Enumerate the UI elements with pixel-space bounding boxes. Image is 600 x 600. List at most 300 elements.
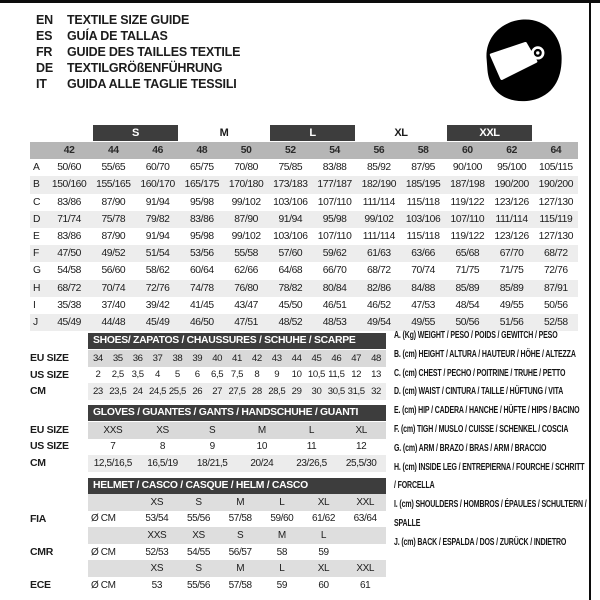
measure-value: 64/68 [278, 265, 303, 277]
shoes-cm-value: 30,5 [327, 385, 345, 397]
helmet-size: S [195, 496, 202, 508]
measure-value: 72/76 [145, 282, 170, 294]
measure-value: 111/114 [362, 231, 395, 243]
measure-row [30, 262, 578, 279]
measure-letter: G [33, 265, 41, 277]
helmet-size: M [277, 529, 286, 541]
shoes-eu-size: 35 [112, 352, 123, 364]
measure-value: 49/54 [366, 316, 391, 328]
gloves-us-size: 10 [256, 441, 267, 453]
size-column-header: 60 [462, 145, 473, 157]
measure-row [30, 211, 578, 228]
measure-value: 165/175 [184, 179, 220, 191]
shoes-eu-size: 37 [152, 352, 163, 364]
gloves-cm-value: 20/24 [250, 457, 274, 469]
language-row [36, 44, 240, 60]
measure-value: 48/54 [455, 299, 480, 311]
measure-value: 185/195 [405, 179, 441, 191]
size-group-row [30, 124, 578, 142]
shoes-eu-size: 39 [192, 352, 203, 364]
measure-letter: F [33, 248, 39, 260]
measure-value: 107/110 [450, 213, 485, 225]
shoes-cm-value: 28,5 [268, 385, 286, 397]
measure-value: 85/89 [455, 282, 480, 294]
size-column-header: 44 [108, 145, 119, 157]
measure-value: 65/68 [455, 248, 480, 260]
measure-value: 39/42 [145, 299, 170, 311]
shoes-eu-size: 43 [271, 352, 282, 364]
shoes-us-row [88, 367, 386, 384]
measure-value: 190/200 [538, 179, 574, 191]
helmet-size-row [88, 494, 386, 511]
helmet-value: 58 [276, 546, 287, 558]
legend-item: C. (cm) CHEST / PECHO / POITRINE / TRUHE / PETTO [394, 367, 566, 379]
top-border-line [0, 0, 600, 3]
measure-value: 78/82 [278, 282, 303, 294]
measure-value: 91/94 [145, 231, 170, 243]
gloves-eu-size: XL [355, 424, 367, 436]
measure-value: 107/110 [317, 196, 352, 208]
measure-value: 60/70 [145, 162, 170, 174]
measure-value: 87/90 [101, 196, 126, 208]
measure-value: 75/78 [101, 213, 126, 225]
gloves-cm-label: CM [30, 457, 46, 469]
helmet-size-table [88, 494, 386, 594]
gloves-cm-value: 18/21,5 [196, 457, 228, 469]
measure-value: 105/115 [539, 162, 573, 174]
measure-letter: E [33, 231, 40, 243]
shoes-eu-size: 44 [291, 352, 302, 364]
helmet-value: 63/64 [353, 513, 377, 525]
size-column-header: 62 [506, 145, 517, 157]
measure-value: 190/200 [494, 179, 529, 191]
gloves-eu-size-label: EU SIZE [30, 424, 69, 436]
size-column-header: 64 [550, 145, 562, 157]
helmet-cmr-label: CMR [30, 546, 54, 558]
measure-value: 127/130 [538, 196, 574, 208]
helmet-value: 57/58 [228, 579, 252, 591]
measure-value: 75/85 [278, 162, 303, 174]
shoes-us-size: 5 [174, 369, 180, 381]
shoes-eu-size: 38 [172, 352, 183, 364]
helmet-size: M [236, 563, 245, 575]
gloves-us-size-label: US SIZE [30, 440, 69, 452]
measure-value: 57/60 [278, 248, 303, 260]
shoes-eu-row [88, 350, 386, 367]
measure-value: 160/170 [140, 179, 175, 191]
shoes-cm-label: CM [30, 385, 46, 397]
measure-value: 59/62 [322, 248, 347, 260]
measure-value: 85/89 [499, 282, 524, 294]
gloves-us-size: 9 [209, 441, 215, 453]
shoes-cm-value: 23 [92, 385, 103, 397]
legend-item: E. (cm) HIP / CADERA / HANCHE / HÜFTE / HIPS / BACINO [394, 405, 580, 417]
measure-letter: J [33, 316, 38, 328]
measure-value: 91/94 [145, 196, 170, 208]
language-code: FR [36, 45, 53, 59]
language-code: EN [36, 13, 53, 27]
measure-value: 83/86 [57, 231, 82, 243]
size-column-header: 58 [417, 145, 429, 157]
helmet-size: XL [317, 563, 330, 575]
helmet-size: XXL [356, 496, 375, 508]
shoes-eu-size: 34 [92, 352, 103, 364]
measure-value: 111/114 [495, 213, 528, 225]
measure-letter: I [33, 299, 36, 311]
helmet-value: 54/55 [186, 546, 210, 558]
measure-value: 87/91 [543, 282, 568, 294]
legend-item: G. (cm) ARM / BRAZO / BRAS / ARM / BRACCIO [394, 442, 547, 454]
language-title: GUIDE DES TAILLES TEXTILE [67, 45, 241, 59]
measure-value: 72/76 [543, 265, 568, 277]
measure-value: 68/72 [366, 265, 391, 277]
shoes-eu-size: 40 [212, 352, 223, 364]
measure-value: 177/187 [317, 179, 352, 191]
shoes-eu-size: 48 [371, 352, 381, 364]
legend-item: A. (Kg) WEIGHT / PESO / POIDS / GEWITCH / PESO [394, 330, 558, 341]
shoes-cm-value: 26 [192, 385, 203, 397]
measure-row [30, 159, 578, 176]
gloves-eu-size: XS [156, 424, 169, 436]
shoes-eu-size: 36 [132, 352, 143, 364]
measure-value: 111/114 [362, 196, 395, 208]
shoes-us-size: 12 [351, 369, 362, 381]
helmet-value: 59 [276, 579, 287, 591]
helmet-unit: Ø CM [91, 579, 116, 591]
helmet-fia-label: FIA [30, 513, 47, 525]
shoes-cm-value: 24,5 [148, 385, 167, 397]
measure-value: 45/49 [57, 316, 82, 328]
helmet-value: 59 [318, 546, 329, 558]
size-group-xxl: XXL [447, 125, 532, 141]
measure-value: 68/72 [57, 282, 82, 294]
measure-value: 52/58 [543, 316, 568, 328]
measure-value: 63/66 [411, 248, 436, 260]
shoes-us-size: 3,5 [131, 369, 144, 381]
measure-value: 76/80 [234, 282, 259, 294]
measure-value: 83/86 [57, 196, 82, 208]
language-title: TEXTILE SIZE GUIDE [67, 13, 190, 27]
measure-letter: H [33, 282, 41, 294]
shoes-cm-value: 27,5 [228, 385, 246, 397]
legend-item: I. (cm) SHOULDERS / HOMBROS / ÉPAULES / SCHULTERN / SPALLE [394, 499, 587, 529]
measure-value: 49/52 [101, 248, 126, 260]
shoes-us-size: 8 [254, 369, 260, 381]
gloves-us-size: 11 [306, 441, 317, 453]
language-code: ES [36, 29, 53, 43]
helmet-value: 55/56 [186, 513, 210, 525]
gloves-us-size: 8 [159, 441, 166, 453]
measure-value: 90/100 [452, 162, 482, 174]
shoes-table-title: SHOES/ ZAPATOS / CHAUSSURES / SCHUHE / SCARPE [88, 333, 386, 349]
measure-value: 66/70 [322, 265, 347, 277]
measure-value: 87/95 [411, 162, 436, 174]
shoes-cm-value: 30 [311, 385, 322, 397]
measure-value: 45/49 [145, 316, 170, 328]
helmet-table-title: HELMET / CASCO / CASQUE / HELM / CASCO [88, 478, 386, 494]
size-column-header: 52 [285, 145, 296, 157]
measure-value: 37/40 [101, 299, 126, 311]
gloves-cm-value: 25,5/30 [345, 457, 377, 469]
helmet-value-row [88, 511, 386, 528]
shoes-cm-value: 28 [251, 385, 262, 397]
measure-value: 95/98 [189, 196, 214, 208]
measure-value: 95/100 [497, 162, 527, 174]
measure-value: 67/70 [499, 248, 524, 260]
helmet-size: M [236, 496, 245, 508]
helmet-value: 60 [318, 579, 329, 591]
helmet-size: XXL [356, 563, 375, 575]
helmet-value: 57/58 [228, 513, 252, 525]
measure-value: 103/106 [273, 196, 308, 208]
helmet-size: S [237, 529, 244, 541]
gloves-eu-size: M [257, 424, 266, 436]
measure-value: 44/48 [101, 316, 126, 328]
gloves-cm-value: 23/26,5 [296, 457, 327, 469]
measure-value: 150/160 [51, 179, 87, 191]
textile-size-table [30, 124, 578, 331]
shoes-us-size: 6 [194, 369, 200, 381]
measure-value: 48/53 [322, 316, 347, 328]
measure-value: 55/65 [101, 162, 126, 174]
gloves-table-title: GLOVES / GUANTES / GANTS / HANDSCHUHE / GUANTI [88, 405, 386, 421]
shoes-us-size: 10,5 [307, 369, 325, 381]
measure-value: 91/94 [278, 213, 303, 225]
size-group-xl: XL [394, 127, 408, 139]
shoes-eu-size: 46 [331, 352, 342, 364]
shoes-cm-value: 25,5 [168, 385, 186, 397]
shoes-us-size: 4 [155, 369, 160, 381]
gloves-cm-row [88, 455, 386, 472]
measure-value: 56/60 [101, 265, 126, 277]
language-code: DE [36, 61, 53, 75]
size-column-header: 42 [63, 145, 75, 157]
measure-value: 41/45 [189, 299, 214, 311]
size-column-header: 54 [329, 145, 340, 157]
language-title: GUÍA DE TALLAS [67, 29, 168, 43]
helmet-size: XS [150, 496, 164, 508]
measure-value: 55/58 [234, 248, 259, 260]
language-title: TEXTILGRÖßENFÜHRUNG [67, 61, 223, 75]
measure-row [30, 228, 578, 245]
shoes-eu-size: 45 [311, 352, 322, 364]
shoes-eu-size-label: EU SIZE [30, 352, 69, 364]
legend-item: F. (cm) TIGH / MUSLO / CUISSE / SCHENKEL / COSCIA [394, 423, 569, 435]
measure-value: 70/74 [411, 265, 436, 277]
measure-value: 68/72 [543, 248, 568, 260]
helmet-ece-label: ECE [30, 579, 51, 591]
measure-value: 119/122 [450, 196, 485, 208]
measure-value: 85/92 [366, 162, 391, 174]
gloves-us-row [88, 439, 386, 456]
legend-item: H. (cm) INSIDE LEG / ENTREPIERNA / FOURCHE / SCHRITT / FORCELLA [394, 461, 585, 492]
helmet-value-row [88, 544, 386, 561]
measure-value: 70/74 [101, 282, 126, 294]
shoes-us-size: 10 [291, 369, 302, 381]
measure-value: 182/190 [361, 179, 397, 191]
shoes-cm-value: 32 [371, 385, 381, 397]
size-column-header: 50 [240, 145, 252, 157]
measure-row [30, 245, 578, 262]
measure-letter: C [33, 196, 41, 208]
measure-value: 46/51 [322, 299, 347, 311]
measure-row [30, 280, 578, 297]
size-group-l: L [270, 125, 355, 141]
measure-value: 60/64 [189, 265, 214, 277]
helmet-value: 53 [151, 579, 162, 591]
measure-value: 119/122 [450, 231, 485, 243]
right-border-line [589, 0, 591, 600]
measure-value: 58/62 [145, 265, 170, 277]
helmet-size: L [320, 529, 327, 541]
size-column-header: 48 [196, 145, 208, 157]
measure-row [30, 194, 578, 211]
measure-value: 47/50 [57, 248, 82, 260]
helmet-size: XS [150, 563, 164, 575]
measure-value: 48/52 [278, 316, 303, 328]
helmet-value: 53/54 [145, 513, 169, 525]
helmet-value: 61 [360, 579, 371, 591]
measure-value: 53/56 [189, 248, 214, 260]
size-column-header: 56 [373, 145, 385, 157]
language-code: IT [36, 77, 47, 91]
legend-item: D. (cm) WAIST / CINTURA / TAILLE / HÜFTUNG / VITA [394, 386, 564, 398]
gloves-eu-size: L [308, 424, 315, 436]
measure-value: 123/126 [494, 196, 529, 208]
measure-value: 115/118 [406, 196, 440, 208]
gloves-cm-value: 16,5/19 [147, 457, 178, 469]
helmet-value: 52/53 [145, 546, 169, 558]
language-row [36, 76, 240, 92]
measure-value: 51/56 [499, 316, 524, 328]
measure-value: 170/180 [228, 179, 264, 191]
measure-value: 82/86 [366, 282, 391, 294]
measure-value: 62/66 [234, 265, 259, 277]
measure-value: 95/98 [322, 213, 347, 225]
measure-value: 173/183 [273, 179, 308, 191]
shoes-cm-row [88, 383, 386, 400]
gloves-eu-row [88, 422, 386, 439]
measure-value: 43/47 [234, 299, 259, 311]
measure-value: 51/54 [145, 248, 170, 260]
shoes-us-size: 7,5 [230, 369, 244, 381]
measure-value: 50/56 [455, 316, 480, 328]
shoes-eu-size: 41 [232, 352, 242, 364]
measure-value: 103/106 [273, 231, 308, 243]
helmet-size: L [279, 496, 285, 508]
measure-value: 35/38 [57, 299, 82, 311]
measure-value: 47/53 [411, 299, 436, 311]
shoes-cm-value: 24 [132, 385, 143, 397]
measure-value: 50/60 [57, 162, 82, 174]
measure-value: 95/98 [189, 231, 214, 243]
shoes-cm-value: 23,5 [109, 385, 127, 397]
measure-value: 87/90 [234, 213, 259, 225]
helmet-value: 59/60 [270, 513, 294, 525]
measure-row [30, 176, 578, 193]
measure-value: 45/50 [278, 299, 303, 311]
helmet-icon [477, 13, 572, 108]
measure-value: 47/51 [234, 316, 259, 328]
shoes-cm-value: 27 [212, 385, 223, 397]
helmet-value: 55/56 [186, 579, 210, 591]
measure-value: 65/75 [189, 162, 214, 174]
measure-value: 49/55 [499, 299, 524, 311]
language-row [36, 28, 240, 44]
helmet-size-row [88, 527, 386, 544]
helmet-value: 56/57 [228, 546, 252, 558]
shoes-us-size: 2,5 [111, 369, 124, 381]
measure-value: 83/86 [189, 213, 214, 225]
measurement-legend [394, 327, 588, 553]
measure-value: 127/130 [538, 231, 574, 243]
gloves-eu-size: XXS [103, 424, 123, 436]
measure-value: 54/58 [57, 265, 82, 277]
measure-value: 115/119 [539, 213, 573, 225]
measure-value: 84/88 [411, 282, 436, 294]
shoes-eu-size: 47 [351, 352, 362, 364]
measure-letter: B [33, 179, 40, 191]
measure-value: 80/84 [322, 282, 347, 294]
measure-value: 49/55 [411, 316, 436, 328]
measure-value: 99/102 [231, 196, 261, 208]
measure-row [30, 297, 578, 314]
measure-value: 61/63 [366, 248, 391, 260]
size-column-header: 46 [152, 145, 163, 157]
language-row [36, 60, 240, 76]
measure-value: 71/74 [57, 213, 82, 225]
measure-value: 87/90 [101, 231, 126, 243]
measure-value: 71/75 [499, 265, 524, 277]
helmet-value: 61/62 [311, 513, 335, 525]
measure-value: 46/50 [189, 316, 214, 328]
measure-value: 50/56 [543, 299, 568, 311]
measure-value: 115/118 [406, 231, 440, 243]
measure-value: 107/110 [317, 231, 352, 243]
helmet-value-row [88, 577, 386, 594]
shoes-cm-value: 29 [291, 385, 302, 397]
shoes-size-table [88, 350, 386, 400]
measure-value: 123/126 [494, 231, 529, 243]
measure-value: 83/88 [322, 162, 347, 174]
size-columns-row [30, 142, 578, 159]
size-group-s: S [93, 125, 178, 141]
helmet-unit: Ø CM [91, 513, 116, 525]
gloves-us-size: 7 [110, 441, 116, 453]
gloves-us-size: 12 [356, 441, 367, 453]
shoes-cm-value: 31,5 [347, 385, 365, 397]
shoes-us-size: 9 [274, 369, 280, 381]
helmet-size: XXS [147, 529, 167, 541]
helmet-size: S [195, 563, 202, 575]
measure-value: 99/102 [364, 213, 394, 225]
measure-value: 99/102 [231, 231, 261, 243]
measure-value: 79/82 [145, 213, 170, 225]
shoes-us-size: 6,5 [211, 369, 224, 381]
language-title: GUIDA ALLE TAGLIE TESSILI [67, 77, 237, 91]
measure-value: 74/78 [189, 282, 214, 294]
shoes-us-size: 2 [95, 369, 101, 381]
measure-value: 71/75 [455, 265, 480, 277]
measure-value: 46/52 [366, 299, 391, 311]
helmet-size: XS [192, 529, 205, 541]
legend-item: B. (cm) HEIGHT / ALTURA / HAUTEUR / HÖHE / ALTEZZA [394, 348, 576, 360]
shoes-eu-size: 42 [251, 352, 262, 364]
measure-value: 70/80 [234, 162, 259, 174]
measure-value: 187/198 [450, 179, 485, 191]
language-row [36, 12, 240, 28]
measure-letter: D [33, 213, 41, 225]
